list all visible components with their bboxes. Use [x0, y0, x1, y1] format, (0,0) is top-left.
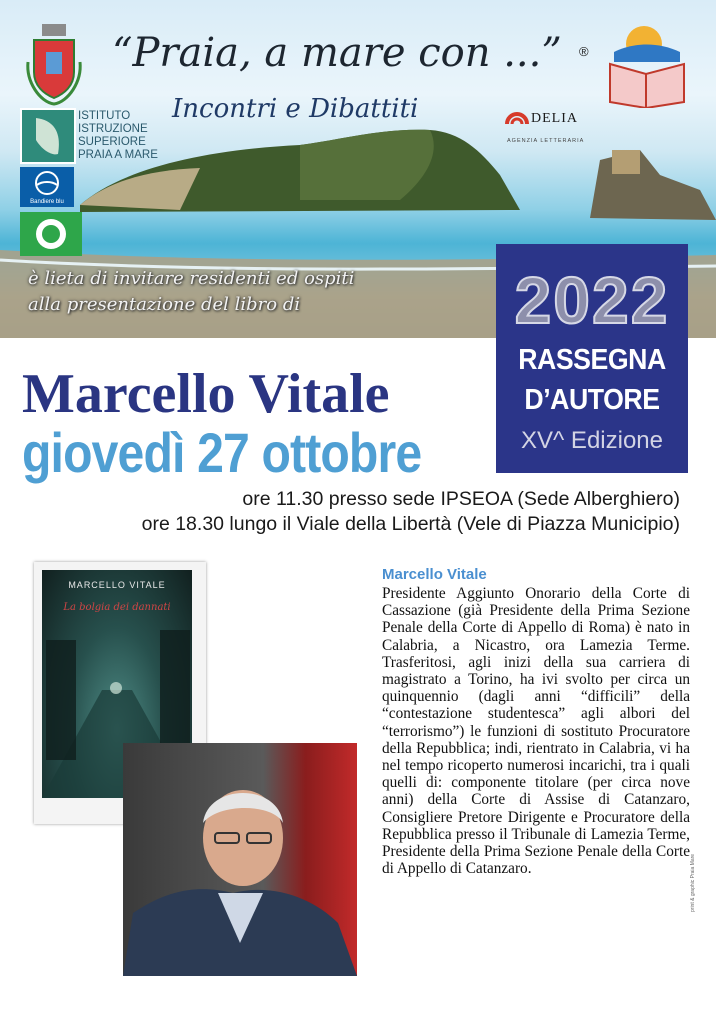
event-time: ore 11.30 presso sede IPSEOA (Sede Alberghiero) [242, 488, 680, 510]
event-series-subtitle: Incontri e Dibattiti [172, 94, 419, 124]
school-line: ISTRUZIONE [78, 123, 148, 135]
invite-line: alla presentazione del libro di [28, 294, 301, 315]
school-name [78, 110, 158, 162]
book-author: MARCELLO VITALE [68, 580, 166, 590]
book-title: La bolgia dei dannati [63, 602, 171, 613]
registered-mark: ® [579, 44, 589, 59]
badge-edition: XV^ Edizione [520, 427, 663, 454]
school-line: PRAIA A MARE [78, 149, 158, 161]
municipal-crest-icon [24, 22, 84, 106]
bio-text: Presidente Aggiunto Onorario della Corte di Cassazione (già Presidente della Prima Sezione Penale della Corte di Appello di Roma) è nato in Calabria, a Nicastro, ora Lamezia Terme. Trasferitosi, agli inizi della sua carriera di magistrato a Torino, ha ivi svolto per circa un quinquennio (dagli anni “difficili” della “contestazione studentesca” agli albori del “terrorismo”) le funzioni di sostituto Procuratore della Repubblica; indi, rientrato in Calabria, vi ha nel tempo ricoperto numerosi incarichi, tra i quali quelli di: componente titolare (per circa nove anni) della Corte di Assise di Catanzaro, Consigliere Pretore Dirigente e Procuratore della Repubblica presso il Tribunale di Lamezia Terme, Presidente della Prima Sezione Penale della Corte di Appello di Catanzaro. [382, 585, 690, 878]
badge-year: 2022 [514, 263, 670, 337]
school-line: ISTITUTO [78, 110, 131, 122]
invite-line: è lieta di invitare residenti ed ospiti [28, 268, 355, 289]
delia-name: DELIA [531, 111, 578, 126]
delia-tagline: AGENZIA LETTERARIA [507, 138, 585, 144]
print-credit: print & graphic Praia Mare [690, 853, 696, 912]
delia-logo [505, 108, 585, 144]
blue-flag-label: Bandiere blu [30, 199, 64, 205]
rassegna-logo-icon [604, 22, 690, 108]
bio-heading: Marcello Vitale [382, 566, 487, 583]
author-portrait-icon [123, 743, 357, 976]
green-flag-logo-icon [20, 212, 82, 256]
event-date: giovedì 27 ottobre [22, 421, 422, 484]
event-time: ore 18.30 lungo il Viale della Libertà (Vele di Piazza Municipio) [141, 513, 680, 535]
badge-title-line1: RASSEGNA [518, 344, 666, 376]
author-photo [123, 743, 357, 976]
event-series-title: “Praia, a mare con ...” [112, 30, 562, 76]
delia-logo-icon [505, 108, 529, 126]
author-name: Marcello Vitale [22, 363, 390, 425]
school-logo-icon [20, 108, 76, 164]
school-line: SUPERIORE [78, 136, 146, 148]
badge-title-line2: D’AUTORE [524, 384, 660, 416]
edition-badge [496, 244, 688, 473]
blue-flag-logo-icon [20, 167, 74, 207]
